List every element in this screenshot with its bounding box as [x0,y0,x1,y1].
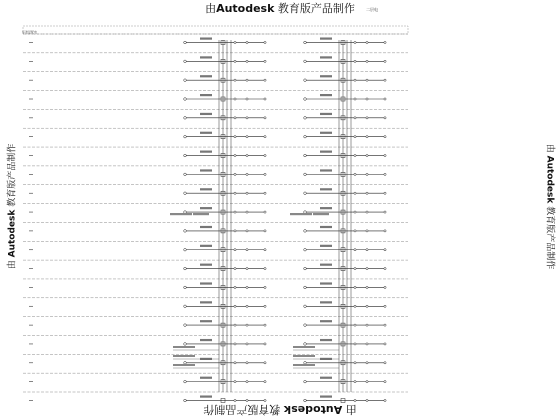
cable-tag [320,339,332,341]
branch-node [234,192,236,194]
branch-node [264,230,266,232]
feeder-node [184,343,187,346]
branch-node [264,286,266,288]
branch-node [264,249,266,251]
feeder-node [184,211,187,214]
cable-tag [200,282,212,284]
cable-tag [200,320,212,322]
branch-node [354,324,356,326]
branch-node [234,98,236,100]
branch-node [264,79,266,81]
branch-node [354,305,356,307]
branch-node [384,173,386,175]
feeder-node [304,211,307,214]
cable-tag [320,282,332,284]
branch-node [246,324,248,326]
branch-node [264,136,266,138]
branch-node [234,154,236,156]
feeder-node [184,117,187,120]
branch-node [354,154,356,156]
cable-tag [200,207,212,209]
branch-node [264,362,266,364]
note-text-block [293,355,315,357]
branch-node [366,305,368,307]
branch-node [234,267,236,269]
branch-node [384,41,386,43]
feeder-node [304,380,307,383]
feeder-node [184,98,187,101]
cable-tag [200,245,212,247]
feeder-node [184,305,187,308]
branch-node [384,192,386,194]
cable-tag [200,339,212,341]
cable-tag [200,56,212,58]
header-frame [23,26,408,34]
cable-tag [200,226,212,228]
feeder-node [184,173,187,176]
note-text-block [173,364,195,366]
branch-node [246,343,248,345]
watermark-bottom: 由 Autodesk 教育版产品制作 [203,403,357,416]
branch-node [384,249,386,251]
branch-node [384,60,386,62]
branch-node [354,117,356,119]
branch-node [384,324,386,326]
cable-tag [200,395,212,397]
branch-node [246,60,248,62]
feeder-node [184,135,187,138]
cable-tag [320,169,332,171]
note-text-block [173,346,195,348]
branch-node [354,79,356,81]
branch-node [366,324,368,326]
watermark-top: 由Autodesk 教育版产品制作 [205,2,355,15]
branch-node [366,173,368,175]
branch-node [384,211,386,213]
branch-node [366,98,368,100]
branch-node [264,267,266,269]
branch-node [384,305,386,307]
feeder-node [304,343,307,346]
branch-node [366,267,368,269]
branch-node [264,117,266,119]
cable-tag [320,75,332,77]
feeder-node [304,173,307,176]
branch-node [354,60,356,62]
branch-node [246,154,248,156]
cable-tag [200,75,212,77]
cable-tag [200,37,212,39]
feeder-node [184,154,187,157]
note-text-block [293,364,315,366]
feeder-node [304,286,307,289]
feeder-node [304,41,307,44]
branch-node [264,343,266,345]
cable-tag [200,132,212,134]
branch-node [234,381,236,383]
cable-tag [200,151,212,153]
branch-node [354,211,356,213]
branch-node [366,60,368,62]
branch-node [234,230,236,232]
branch-node [354,381,356,383]
branch-node [384,362,386,364]
feeder-node [304,117,307,120]
cable-tag [320,151,332,153]
branch-node [264,154,266,156]
branch-node [234,117,236,119]
feeder-node [184,361,187,364]
cable-tag [320,226,332,228]
feeder-node [304,361,307,364]
cable-tag [200,169,212,171]
branch-node [264,60,266,62]
feeder-node [184,60,187,63]
branch-node [366,211,368,213]
cable-tag [320,188,332,190]
branch-node [246,98,248,100]
cable-tag [320,395,332,397]
cable-tag [320,320,332,322]
feeder-node [184,192,187,195]
cable-tag [200,188,212,190]
branch-node [246,249,248,251]
feeder-node [184,380,187,383]
mid-tag [290,213,312,215]
branch-node [264,41,266,43]
branch-node [246,381,248,383]
cable-tag [320,301,332,303]
branch-node [246,192,248,194]
feeder-node [184,230,187,233]
branch-node [384,230,386,232]
branch-node [384,117,386,119]
branch-node [384,136,386,138]
branch-node [384,267,386,269]
feeder-node [304,324,307,327]
note-text-block [173,355,195,357]
header-label: 标准层配电 [22,30,38,34]
cable-tag [320,94,332,96]
cable-tag [320,377,332,379]
feeder-node [184,248,187,251]
branch-node [234,173,236,175]
feeder-node [184,286,187,289]
branch-node [366,79,368,81]
branch-node [384,79,386,81]
branch-node [384,98,386,100]
branch-node [234,41,236,43]
branch-node [354,267,356,269]
branch-node [354,192,356,194]
branch-node [246,286,248,288]
feeder-node [184,79,187,82]
feeder-node [304,248,307,251]
branch-node [354,173,356,175]
cable-tag [320,264,332,266]
branch-node [366,286,368,288]
feeder-node [304,79,307,82]
cable-tag [320,56,332,58]
branch-node [354,286,356,288]
branch-node [366,249,368,251]
feeder-node [184,267,187,270]
branch-node [366,136,368,138]
watermark-left: 由 Autodesk 教育版产品制作 [7,143,18,270]
branch-node [366,381,368,383]
branch-node [354,343,356,345]
branch-node [366,230,368,232]
cable-tag [200,301,212,303]
note-text-block [293,346,315,348]
mid-tag [170,213,192,215]
watermark-right: 由 Autodesk 教育版产品制作 [544,143,555,270]
cable-tag [320,207,332,209]
branch-node [246,117,248,119]
branch-node [234,60,236,62]
branch-node [246,173,248,175]
cable-tag [320,245,332,247]
branch-node [264,98,266,100]
feeder-node [184,41,187,44]
branch-node [246,211,248,213]
branch-node [234,305,236,307]
feeder-node [304,135,307,138]
feeder-node [304,267,307,270]
cable-tag [200,264,212,266]
branch-node [246,305,248,307]
branch-node [366,362,368,364]
top-note: 二层电 [366,7,378,12]
branch-node [234,79,236,81]
feeder-node [304,192,307,195]
branch-node [366,41,368,43]
branch-node [384,343,386,345]
branch-node [384,286,386,288]
branch-node [354,136,356,138]
branch-node [354,41,356,43]
branch-node [246,230,248,232]
branch-node [234,286,236,288]
branch-node [366,117,368,119]
branch-node [234,343,236,345]
branch-node [384,154,386,156]
branch-node [246,362,248,364]
branch-node [264,324,266,326]
branch-node [246,41,248,43]
branch-node [384,381,386,383]
feeder-node [304,230,307,233]
feeder-node [304,154,307,157]
branch-node [354,98,356,100]
cable-tag [200,113,212,115]
branch-node [234,249,236,251]
cable-tag [200,94,212,96]
branch-node [264,173,266,175]
branch-node [264,192,266,194]
branch-node [264,381,266,383]
cable-tag [320,132,332,134]
branch-node [234,362,236,364]
cable-tag [200,377,212,379]
feeder-node [184,324,187,327]
feeder-node [304,305,307,308]
mid-tag [193,213,209,215]
branch-node [234,324,236,326]
branch-node [354,230,356,232]
cable-tag [320,113,332,115]
branch-node [246,267,248,269]
branch-node [366,154,368,156]
branch-node [354,362,356,364]
feeder-node [304,98,307,101]
mid-tag [313,213,329,215]
branch-node [366,192,368,194]
branch-node [234,136,236,138]
branch-node [264,305,266,307]
branch-node [246,79,248,81]
branch-node [246,136,248,138]
feeder-node [304,60,307,63]
branch-node [354,249,356,251]
branch-node [366,343,368,345]
cable-tag [320,37,332,39]
branch-node [234,211,236,213]
branch-node [264,211,266,213]
floor-rows [23,26,408,402]
